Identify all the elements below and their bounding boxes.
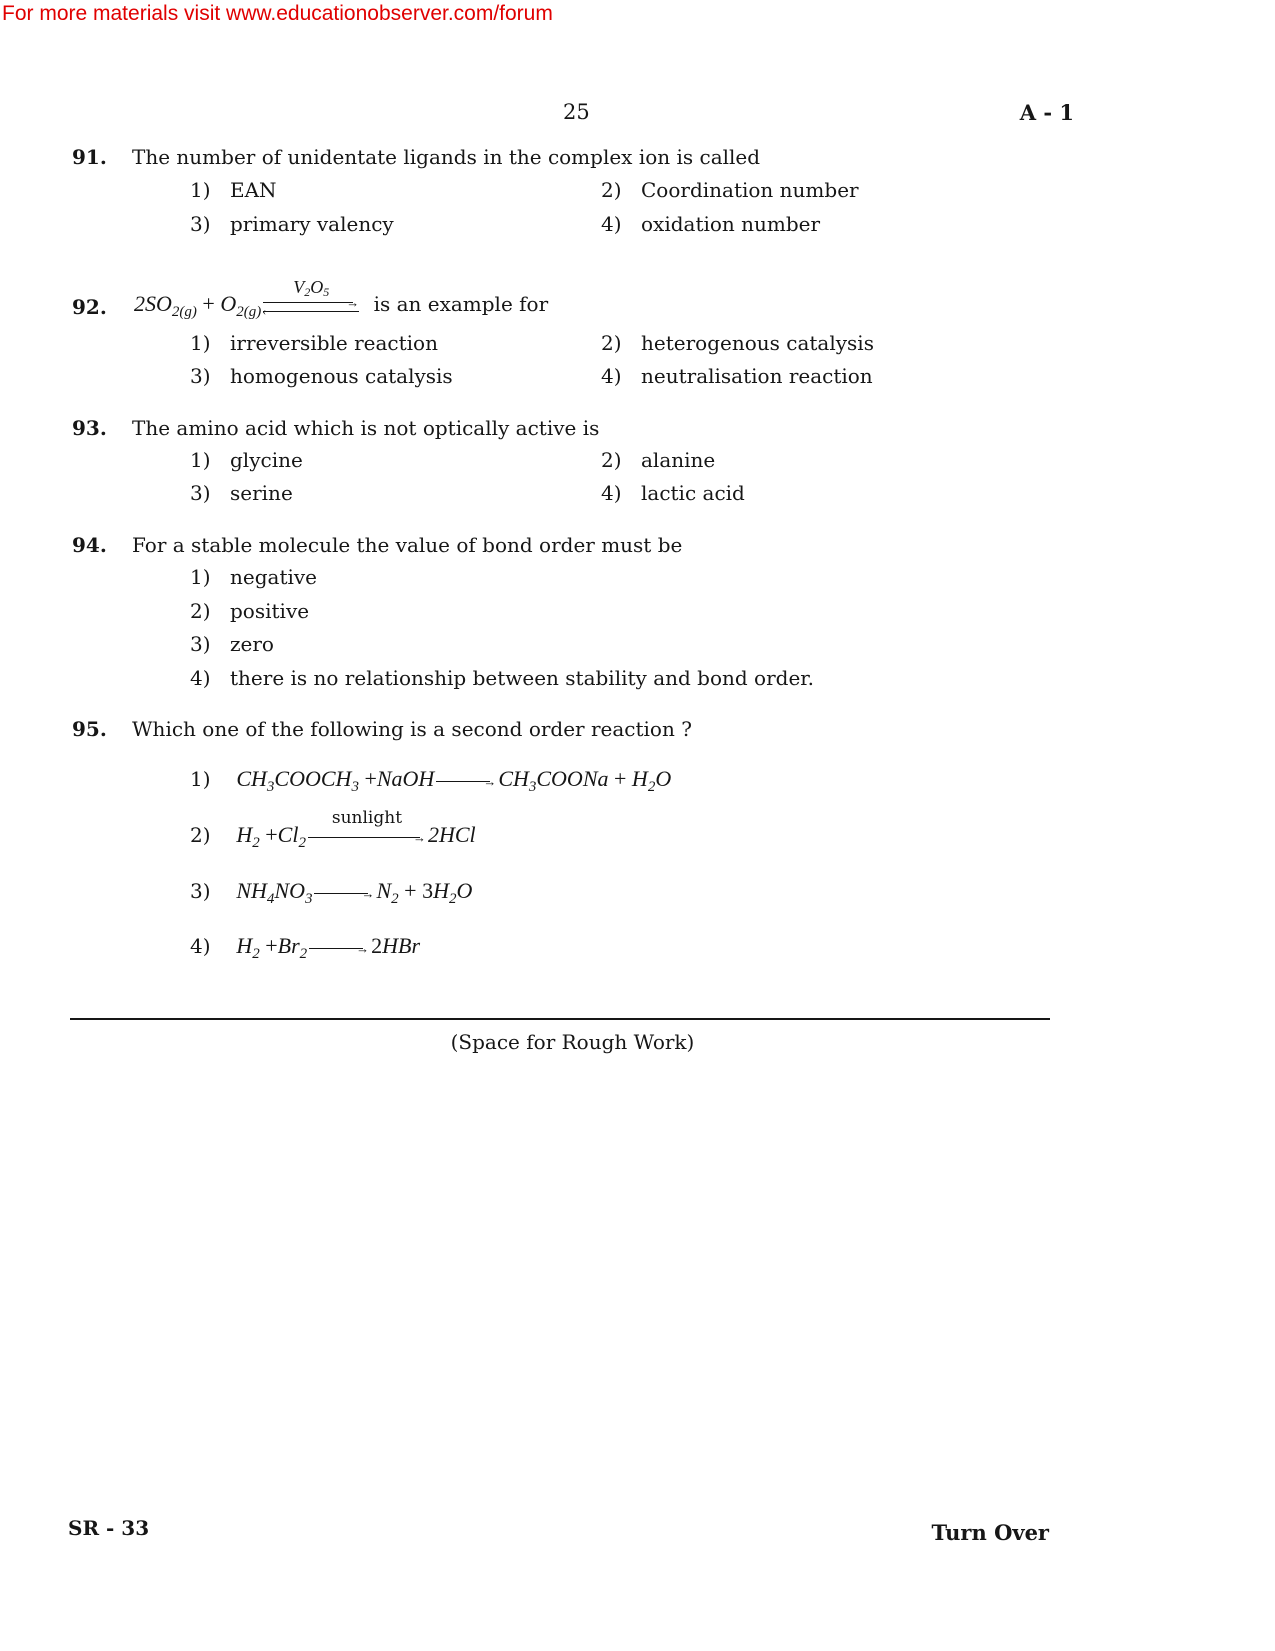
question-95-option-3 (190, 878, 473, 907)
turn-over-label: Turn Over (931, 1520, 1049, 1545)
page-number: 25 (563, 100, 590, 124)
catalyst-label: $V_2O_5$ (293, 276, 330, 299)
watermark-link[interactable]: For more materials visit www.educationobserver.com/forum (2, 2, 553, 25)
reaction-arrow: → (309, 941, 369, 955)
question-91-text: The number of unidentate ligands in the complex ion is called (132, 145, 761, 169)
option-number: 2) (190, 599, 211, 623)
reaction-arrow: → (436, 774, 496, 788)
question-92-text (134, 276, 549, 320)
question-93-option-3 (190, 481, 293, 505)
reaction-equation: $NH_4NO_3$ → $N_2 + 3H_2O$ (236, 878, 473, 907)
option-number: 1) (190, 178, 211, 202)
question-92-number: 92. (72, 295, 107, 319)
question-91-option-3 (190, 212, 394, 236)
option-number: 2) (601, 448, 622, 472)
option-number: 3) (190, 481, 211, 505)
question-91-option-4 (601, 212, 820, 236)
question-94-number: 94. (72, 533, 107, 557)
option-text: zero (230, 632, 274, 656)
option-text: there is no relationship between stability and bond order. (230, 666, 815, 690)
option-text: irreversible reaction (230, 331, 438, 355)
question-92-option-4 (601, 364, 873, 388)
option-text: Coordination number (641, 178, 859, 202)
question-95-number: 95. (72, 717, 107, 741)
question-93-option-1 (190, 448, 303, 472)
option-number: 2) (601, 178, 622, 202)
option-number: 4) (190, 666, 211, 690)
question-94-text: For a stable molecule the value of bond order must be (132, 533, 683, 557)
option-number: 4) (190, 934, 211, 958)
question-92-equation: $2SO_{2(g)} + O_{2(g)}$ $V_2O_5$ → ‹ (134, 276, 360, 320)
question-93-text: The amino acid which is not optically active is (132, 416, 600, 440)
option-number: 4) (601, 364, 622, 388)
question-92-option-2 (601, 331, 874, 355)
option-text: oxidation number (641, 212, 821, 236)
reaction-arrow: sunlight → (308, 830, 426, 844)
option-number: 3) (190, 212, 211, 236)
option-text: positive (230, 599, 310, 623)
reaction-arrow: → (314, 886, 374, 900)
option-number: 2) (190, 823, 211, 847)
rough-work-divider (70, 1018, 1050, 1020)
option-text: primary valency (230, 212, 394, 236)
question-95-text: Which one of the following is a second order reaction ? (132, 717, 692, 741)
question-94-option-3 (190, 632, 274, 656)
option-text: negative (230, 565, 318, 589)
option-text: lactic acid (641, 481, 745, 505)
option-number: 1) (190, 767, 211, 791)
question-95-option-4 (190, 933, 421, 962)
reaction-equation: $CH_3COOCH_3$ +NaOH → $CH_3COONa + H_2O$ (236, 766, 672, 795)
option-number: 1) (190, 331, 211, 355)
equilibrium-arrow: $V_2O_5$ → ‹ (262, 276, 360, 318)
option-text: heterogenous catalysis (641, 331, 874, 355)
option-text: EAN (230, 178, 277, 202)
option-number: 4) (601, 212, 622, 236)
option-number: 3) (190, 879, 211, 903)
question-91-option-2 (601, 178, 859, 202)
set-code: A - 1 (1019, 100, 1074, 125)
option-text: glycine (230, 448, 303, 472)
question-93-number: 93. (72, 416, 107, 440)
reaction-equation: $H_2 +Cl_2$ sunlight → 2HCl (236, 807, 476, 851)
option-number: 1) (190, 448, 211, 472)
option-number: 2) (601, 331, 622, 355)
question-94-option-4 (190, 666, 814, 690)
arrow-label: sunlight (331, 807, 403, 828)
question-91-number: 91. (72, 145, 107, 169)
question-95-option-1 (190, 766, 672, 795)
rough-work-text: (Space for Rough Work) (450, 1030, 695, 1054)
question-95-option-2 (190, 807, 476, 851)
booklet-code: SR - 33 (68, 1516, 150, 1540)
reaction-equation: $H_2 +Br_2$ → 2HBr (236, 933, 421, 962)
question-91-option-1 (190, 178, 277, 202)
option-text: alanine (641, 448, 716, 472)
option-number: 3) (190, 632, 211, 656)
question-92-text-after: is an example for (373, 292, 549, 316)
question-93-option-4 (601, 481, 745, 505)
question-94-option-1 (190, 565, 317, 589)
rough-work-label (0, 1030, 1275, 1054)
question-92-option-3 (190, 364, 453, 388)
option-number: 3) (190, 364, 211, 388)
option-text: homogenous catalysis (230, 364, 453, 388)
question-92-option-1 (190, 331, 438, 355)
option-text: serine (230, 481, 293, 505)
option-number: 4) (601, 481, 622, 505)
option-number: 1) (190, 565, 211, 589)
question-94-option-2 (190, 599, 309, 623)
option-text: neutralisation reaction (641, 364, 873, 388)
question-93-option-2 (601, 448, 715, 472)
